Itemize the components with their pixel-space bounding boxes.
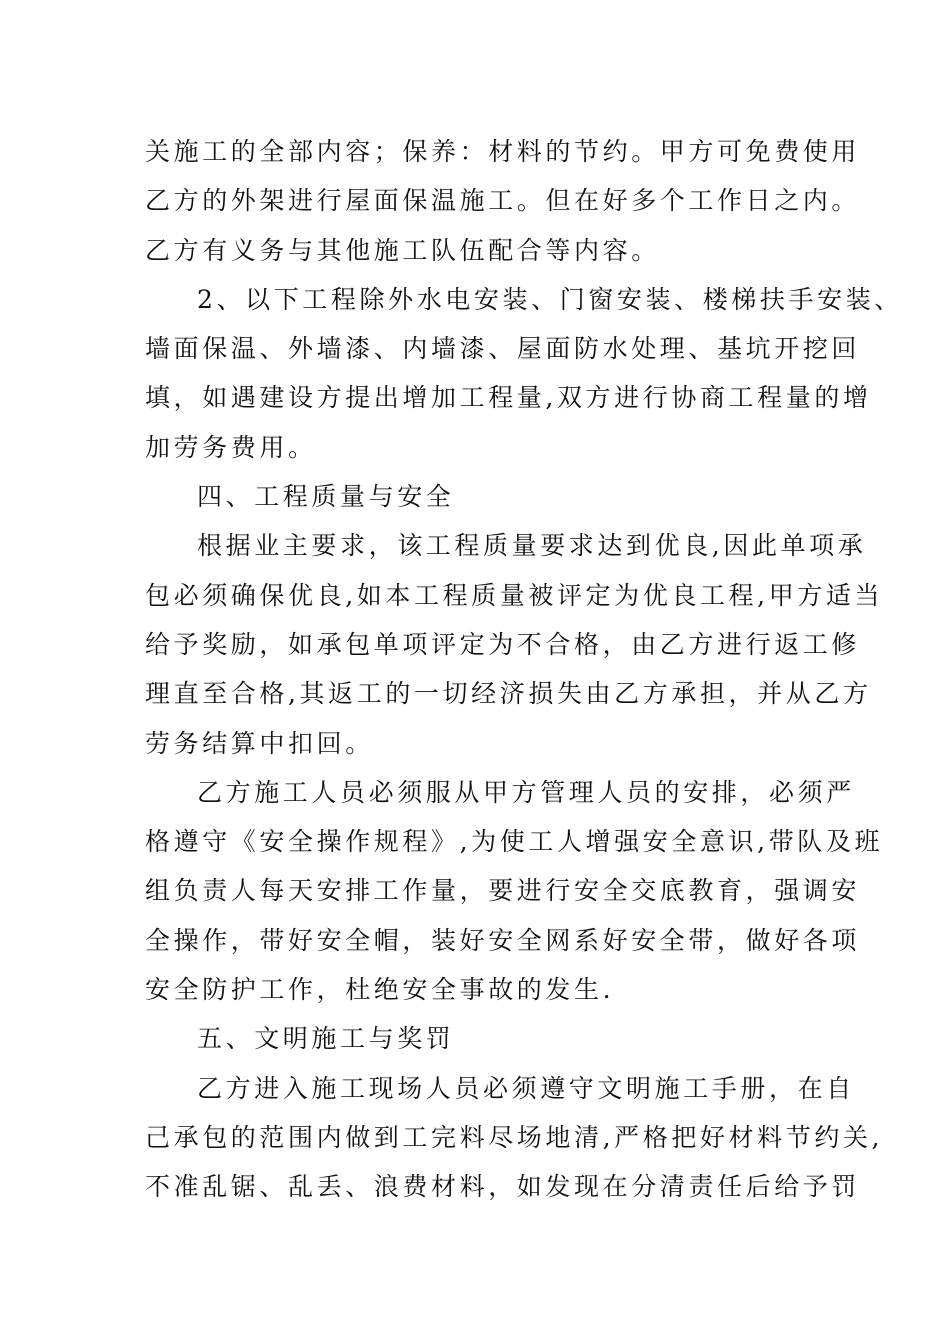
text-line: 填，如遇建设方提出增加工程量,双方进行协商工程量的增 [145,383,872,413]
text-line: 安全防护工作，杜绝安全事故的发生. [145,975,615,1005]
text-line: 组负责人每天安排工作量，要进行安全交底教育，强调安 [145,876,861,906]
section-heading: 四、工程质量与安全 [197,482,455,512]
text-line: 格遵守《安全操作规程》,为使工人增强安全意识,带队及班 [145,827,884,857]
text-line: 加劳务费用。 [145,432,317,462]
paragraph-start-line: 2、以下工程除外水电安装、门窗安装、楼梯扶手安装、 [197,284,903,314]
paragraph-start-line: 乙方施工人员必须服从甲方管理人员的安排，必须严 [197,777,855,807]
text-line: 劳务结算中扣回。 [145,728,374,758]
text-line: 乙方的外架进行屋面保温施工。但在好多个工作日之内。 [145,186,861,216]
document-body [145,127,903,1212]
text-line: 包必须确保优良,如本工程质量被评定为优良工程,甲方适当 [145,580,884,610]
text-line: 己承包的范围内做到工完料尽场地清,严格把好材料节约关, [145,1122,884,1152]
text-line: 墙面保温、外墙漆、内墙漆、屋面防水处理、基坑开挖回 [145,334,861,364]
text-line: 关施工的全部内容；保养：材料的节约。甲方可免费使用 [145,137,861,166]
text-line: 给予奖励，如承包单项评定为不合格，由乙方进行返工修 [145,629,861,659]
text-line: 理直至合格,其返工的一切经济损失由乙方承担，并从乙方 [145,679,872,709]
text-line: 全操作，带好安全帽，装好安全网系好安全带，做好各项 [145,925,861,955]
paragraph-start-line: 乙方进入施工现场人员必须遵守文明施工手册，在自 [197,1073,855,1103]
paragraph-start-line: 根据业主要求，该工程质量要求达到优良,因此单项承 [197,531,867,561]
text-line: 不准乱锯、乱丢、浪费材料，如发现在分清责任后给予罚 [145,1172,861,1202]
section-heading: 五、文明施工与奖罚 [197,1024,455,1054]
text-line: 乙方有义务与其他施工队伍配合等内容。 [145,235,660,265]
